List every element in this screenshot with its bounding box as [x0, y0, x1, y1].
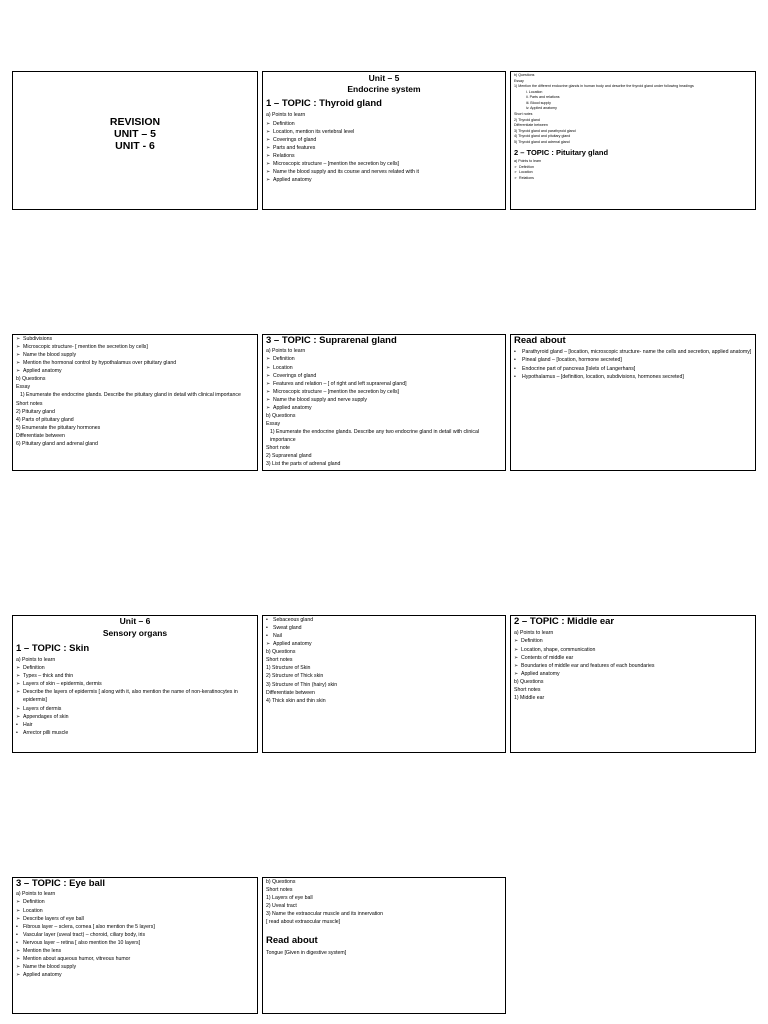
text-line: i. Location: [526, 89, 543, 94]
slide-revision: [12, 71, 258, 210]
text-line: Short notes: [16, 400, 43, 407]
text-line: b) Questions: [266, 649, 296, 656]
text-line: 1) Layers of eye ball: [266, 895, 313, 902]
list-item: ➢ Features and relation – [ of right and left suprarenal gland]: [266, 380, 407, 387]
points-list: [266, 120, 502, 185]
points-intro: a) Points to learn: [266, 112, 306, 119]
unit-subheading: Endocrine system: [347, 84, 421, 95]
slide-suprarenal: [262, 334, 506, 471]
text-line: 1) Structure of Skin: [266, 665, 311, 672]
revision-line: UNIT – 5: [113, 128, 156, 141]
list-item: ➢ Applied anatomy: [16, 972, 62, 979]
list-item: ➢ Mention the hormonal control by hypothalamus over pituitary gland: [16, 360, 177, 367]
list-item: ➢ Applied anatomy: [266, 176, 312, 183]
unit-heading: Unit – 5: [368, 73, 400, 83]
text-line: iii. Blood supply: [526, 100, 551, 105]
text-line: iv. Applied anatomy: [526, 106, 557, 111]
list-item: • Arrector pilli muscle: [16, 729, 69, 736]
list-item: ➢ Applied anatomy: [514, 670, 560, 677]
list-item: • Sweat gland: [266, 625, 302, 632]
slide-middle-ear: [510, 615, 756, 753]
slide-skin-continued: [262, 615, 506, 753]
list-item: ➢ Layers of dermis: [16, 705, 62, 712]
points-list: [266, 616, 502, 648]
list-item: ➢ Definition: [16, 665, 45, 672]
list-item: • Pineal gland – [location, hormone secreted]: [514, 357, 622, 364]
list-item: • Fibrous layer – sclera, cornea [ also mention the 5 layers]: [16, 923, 155, 930]
points-list: [514, 637, 752, 677]
list-item: • Sebaceous gland: [266, 617, 314, 623]
text-line: b) Questions: [266, 412, 296, 419]
topic-heading: 2 – TOPIC : Middle ear: [514, 616, 615, 627]
slide-thyroid-questions: [510, 71, 756, 210]
text-line: 3) List the parts of adrenal gland: [266, 461, 341, 468]
read-about-list: [514, 348, 752, 380]
text-line: Essay: [514, 78, 524, 83]
unit5-title: [263, 73, 505, 95]
text-line: Short note: [266, 445, 290, 452]
list-item: • Nervous layer – retina [ also mention the 10 layers]: [16, 939, 141, 946]
list-item: ➢ Parts and features: [266, 144, 316, 151]
list-item: ➢ Definition: [514, 638, 543, 645]
points-list: [16, 335, 254, 375]
points-list: [16, 898, 254, 979]
list-item: ➢ Coverings of gland: [266, 372, 317, 379]
list-item: ➢ Location: [16, 907, 43, 914]
text-line: 1) Middle ear: [514, 694, 545, 701]
slide-thyroid: [262, 71, 506, 210]
questions-block: [266, 412, 502, 468]
questions-block: [266, 878, 502, 926]
text-line: Short notes: [514, 686, 541, 693]
text-line: 1) Mention the different endocrine glands in human body and describe the thyroid gland under following headings: [514, 84, 694, 89]
list-item: ➢ Name the blood supply: [16, 963, 77, 970]
points-intro: a) Points to learn: [16, 657, 56, 664]
unit6-title: [13, 616, 257, 640]
text-line: Essay: [266, 420, 281, 427]
slide-eye-questions: [262, 877, 506, 1014]
text-line: 3) Name the extraocular muscle and its innervation: [266, 911, 384, 918]
list-item: ➢ Describe layers of eye ball: [16, 915, 84, 922]
list-item: ➢ Definition: [16, 899, 45, 906]
text-line: 1) Enumerate the endocrine glands. Describe any two endocrine gland in detail with clinical importance: [270, 429, 480, 444]
list-item: ➢ Describe the layers of epidermis [ along with it, also mention the name of non-keratinocytes in epidermis]: [16, 689, 238, 704]
list-item: ➢ Location, shape, communication: [514, 646, 596, 653]
list-item: • Vascular layer (uveal tract) – choroid, ciliary body, iris: [16, 931, 146, 938]
text-line: Short notes: [514, 111, 533, 116]
slide-pituitary-continued: [12, 334, 258, 471]
read-about-heading: Read about: [266, 935, 318, 947]
text-line: 2) Structure of Thick skin: [266, 673, 324, 680]
text-line: 5) Thyroid gland and adrenal gland: [514, 139, 570, 144]
unit-heading: Unit – 6: [119, 616, 151, 626]
text-line: Differentiate between: [266, 689, 315, 696]
text-line: 2) Thyroid gland: [514, 117, 540, 122]
list-item: ➢ Microscopic structure – [mention the secretion by cells]: [266, 160, 399, 167]
points-list: [16, 664, 254, 737]
slide-eye-ball: [12, 877, 258, 1014]
text-line: b) Questions: [514, 73, 535, 77]
list-item: • Hair: [16, 721, 33, 728]
list-item: ➢ Definition: [514, 164, 534, 169]
points-intro: a) Points to learn: [16, 891, 56, 898]
text-line: 4) Parts of pituitary gland: [16, 416, 74, 423]
slide-skin: [12, 615, 258, 753]
topic-heading: 3 – TOPIC : Suprarenal gland: [266, 335, 397, 346]
text-line: Differentiate between: [514, 123, 548, 128]
text-line: 2) Pituitary gland: [16, 408, 55, 415]
list-item: ➢ Coverings of gland: [266, 136, 317, 143]
text-line: 3) Structure of Thin (hairy) skin: [266, 681, 338, 688]
list-item: ➢ Applied anatomy: [266, 404, 312, 411]
text-line: b) Questions: [514, 678, 544, 685]
questions-block: [514, 73, 752, 145]
list-item: ➢ Name the blood supply and nerve supply: [266, 396, 368, 403]
list-item: ➢ Contents of middle ear: [514, 654, 574, 661]
topic-heading: 1 – TOPIC : Skin: [16, 642, 90, 654]
list-item: ➢ Relations: [514, 176, 534, 180]
points-intro: a) Points to learn: [514, 630, 554, 637]
text-line: [ read about extraocular muscle]: [266, 919, 341, 926]
text-line: 5) Enumerate the pituitary hormones: [16, 424, 101, 431]
list-item: ➢ Applied anatomy: [266, 641, 312, 648]
text-line: ii. Parts and relations: [526, 95, 560, 100]
topic-heading: 1 – TOPIC : Thyroid gland: [266, 98, 382, 110]
list-item: • Parathyroid gland – [location, microscopic structure- name the cells and secretion, applied anatomy]: [514, 349, 752, 356]
text-line: Differentiate between: [16, 432, 65, 439]
text-line: 3) Thyroid gland and parathyroid gland: [514, 128, 576, 133]
list-item: ➢ Location, mention its vertebral level: [266, 128, 355, 135]
list-item: ➢ Definition: [266, 120, 295, 127]
read-about-text: Tongue [Given in digestive system]: [266, 949, 347, 956]
questions-block: [16, 375, 254, 448]
text-line: 1) Enumerate the endocrine glands. Describe the pituitary gland in detail with clinical importance: [20, 392, 241, 399]
text-line: Essay: [16, 384, 31, 391]
list-item: ➢ Mention the lens: [16, 947, 62, 954]
list-item: • Endocrine part of pancreas [Islets of Langerhans]: [514, 365, 636, 372]
points-list: [266, 355, 502, 411]
text-line: 4) Thyroid gland and pituitary gland: [514, 134, 571, 139]
list-item: ➢ Types – thick and thin: [16, 673, 74, 680]
list-item: ➢ Microscopic structure – [mention the secretion by cells]: [266, 388, 399, 395]
list-item: ➢ Layers of skin – epidermis, dermis: [16, 681, 102, 688]
points-intro: a) Points to learn: [266, 348, 306, 355]
list-item: • Nail: [266, 633, 282, 640]
questions-block: [514, 678, 752, 702]
text-line: b) Questions: [266, 879, 296, 885]
topic-heading: 2 – TOPIC : Pituitary gland: [514, 148, 609, 158]
list-item: ➢ Name the blood supply and its course and nerves related with it: [266, 168, 419, 175]
text-line: 6) Pituitary gland and adrenal gland: [16, 440, 98, 447]
list-item: ➢ Name the blood supply: [16, 352, 77, 359]
text-line: Short notes: [266, 657, 293, 664]
list-item: ➢ Applied anatomy: [16, 368, 62, 375]
topic-heading: 3 – TOPIC : Eye ball: [16, 878, 106, 889]
list-item: ➢ Subdivisions: [16, 336, 53, 342]
unit-subheading: Sensory organs: [102, 627, 168, 638]
list-item: ➢ Mention about aqueous humor, vitreous humor: [16, 955, 131, 962]
text-line: 4) Thick skin and thin skin: [266, 697, 326, 704]
text-line: Short notes: [266, 887, 293, 894]
read-about-heading: Read about: [514, 335, 566, 346]
text-line: b) Questions: [16, 376, 46, 383]
list-item: ➢ Boundaries of middle ear and features of each boundaries: [514, 662, 655, 669]
list-item: ➢ Appendages of skin: [16, 713, 69, 720]
revision-title: [13, 116, 257, 152]
revision-line: UNIT - 6: [115, 140, 155, 153]
list-item: • Hypothalamus – [definition, location, subdivisions, hormones secreted]: [514, 373, 684, 380]
list-item: ➢ Location: [266, 364, 293, 371]
questions-block: [266, 648, 502, 704]
list-item: ➢ Definition: [266, 356, 295, 363]
list-item: ➢ Relations: [266, 152, 295, 159]
revision-line: REVISION: [109, 116, 161, 128]
text-line: 2) Suprarenal gland: [266, 453, 312, 460]
list-item: ➢ Location: [514, 170, 533, 175]
slide-read-about-endocrine: [510, 334, 756, 471]
list-item: ➢ Microscopic structure- [ mention the secretion by cells]: [16, 344, 148, 351]
text-line: 2) Uveal tract: [266, 903, 297, 910]
points-intro: a) Points to learn: [514, 159, 542, 164]
points-list: [514, 165, 752, 182]
